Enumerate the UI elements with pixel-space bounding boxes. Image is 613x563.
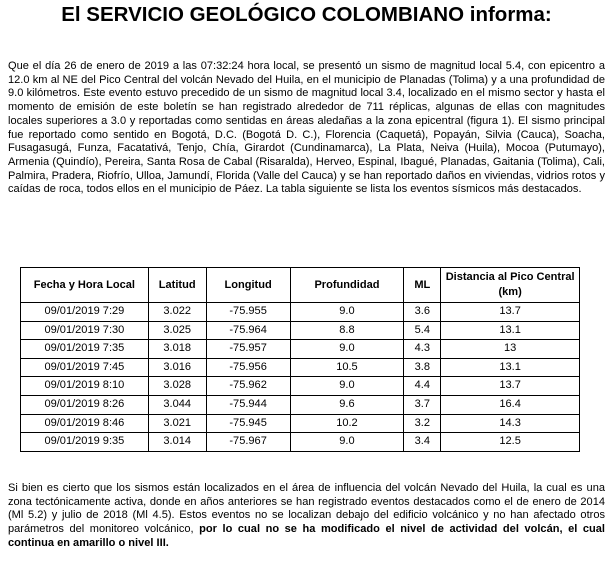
cell-longitude: -75.967: [206, 433, 290, 452]
table-row: [21, 303, 580, 322]
cell-longitude: -75.945: [206, 414, 290, 433]
conclusion-bold-text: por lo cual no se ha modificado el nivel de actividad del volcán, el cual continua en amarillo o nivel III.: [8, 523, 605, 549]
cell-distance: 13: [441, 340, 580, 359]
cell-date-time: 09/01/2019 8:26: [21, 395, 149, 414]
cell-distance: 13.7: [441, 303, 580, 322]
cell-longitude: -75.955: [206, 303, 290, 322]
table-row: [21, 414, 580, 433]
intro-paragraph: Que el día 26 de enero de 2019 a las 07:32:24 hora local, se presentó un sismo de magnitud local 5.4, con epicentro a 12.0 km al NE del Pico Central del volcán Nevado del Huila, en el municipio de Planadas (Tolima) y a una profundidad de 9.0 kilómetros. Este evento estuvo precedido de un sismo de magnitud local 3.4, localizado en el mismo sector y hasta el momento de emisión de este boletín se han registrado alrededor de 711 réplicas, algunas de ellas con magnitudes locales superiores a 3.0 y reportadas como sentidas en áreas aledañas a la zona epicentral (figura 1). El sismo principal fue reportado como sentido en Bogotá, D.C. (Bogotá D. C.), Florencia (Caquetá), Popayán, Silvia (Cauca), Soacha, Fusagasugá, Funza, Facatativá, Tenjo, Chía, Girardot (Cundinamarca), La Plata, Neiva (Huila), Mocoa (Putumayo), Armenia (Quindío), Pereira, Santa Rosa de Cabal (Risaralda), Herveo, Espinal, Ibagué, Planadas, Gaitania (Tolima), Cali, Palmira, Pradera, Riofrío, Ulloa, Jamundí, Florida (Valle del Cauca) y se han reportado daños en viviendas, vidrios rotos y caídas de roca, todos ellos en el municipio de Páez. La tabla siguiente se lista los eventos sísmicos más destacados.: [8, 60, 605, 196]
cell-latitude: 3.021: [148, 414, 206, 433]
cell-depth: 9.6: [290, 395, 404, 414]
cell-magnitude: 4.3: [404, 340, 441, 359]
cell-magnitude: 3.7: [404, 395, 441, 414]
table-row: [21, 340, 580, 359]
cell-depth: 8.8: [290, 321, 404, 340]
cell-longitude: -75.957: [206, 340, 290, 359]
cell-magnitude: 4.4: [404, 377, 441, 396]
header-latitude: Latitud: [148, 268, 206, 303]
cell-magnitude: 3.6: [404, 303, 441, 322]
cell-latitude: 3.022: [148, 303, 206, 322]
cell-depth: 9.0: [290, 433, 404, 452]
cell-date-time: 09/01/2019 7:35: [21, 340, 149, 359]
cell-depth: 10.5: [290, 358, 404, 377]
table-row: [21, 433, 580, 452]
cell-magnitude: 5.4: [404, 321, 441, 340]
cell-date-time: 09/01/2019 9:35: [21, 433, 149, 452]
cell-latitude: 3.028: [148, 377, 206, 396]
cell-depth: 10.2: [290, 414, 404, 433]
cell-longitude: -75.956: [206, 358, 290, 377]
table-row: [21, 377, 580, 396]
header-depth: Profundidad: [290, 268, 404, 303]
cell-distance: 12.5: [441, 433, 580, 452]
cell-distance: 16.4: [441, 395, 580, 414]
cell-date-time: 09/01/2019 8:46: [21, 414, 149, 433]
cell-longitude: -75.962: [206, 377, 290, 396]
page-title: El SERVICIO GEOLÓGICO COLOMBIANO informa:: [61, 3, 552, 26]
cell-distance: 14.3: [441, 414, 580, 433]
cell-date-time: 09/01/2019 7:45: [21, 358, 149, 377]
cell-longitude: -75.964: [206, 321, 290, 340]
cell-date-time: 09/01/2019 7:30: [21, 321, 149, 340]
cell-longitude: -75.944: [206, 395, 290, 414]
cell-latitude: 3.016: [148, 358, 206, 377]
seismic-events-table: [20, 267, 580, 452]
header-longitude: Longitud: [206, 268, 290, 303]
header-distance: Distancia al Pico Central (km): [441, 268, 580, 303]
cell-depth: 9.0: [290, 340, 404, 359]
cell-date-time: 09/01/2019 8:10: [21, 377, 149, 396]
header-date-time: Fecha y Hora Local: [21, 268, 149, 303]
cell-distance: 13.1: [441, 358, 580, 377]
cell-distance: 13.7: [441, 377, 580, 396]
cell-depth: 9.0: [290, 303, 404, 322]
table-row: [21, 321, 580, 340]
table-header-row: [21, 268, 580, 303]
cell-magnitude: 3.2: [404, 414, 441, 433]
cell-date-time: 09/01/2019 7:29: [21, 303, 149, 322]
cell-latitude: 3.025: [148, 321, 206, 340]
cell-latitude: 3.014: [148, 433, 206, 452]
table-row: [21, 358, 580, 377]
table-row: [21, 395, 580, 414]
cell-depth: 9.0: [290, 377, 404, 396]
cell-distance: 13.1: [441, 321, 580, 340]
conclusion-text: Si bien es cierto que los sismos están localizados en el área de influencia del volcán Nevado del Huila, la cual es una zona tectónicamente activa, donde en años anteriores se han registrado eventos destacados como el de enero de 2014 (Ml 5.2) y julio de 2018 (Ml 4.5). Estos eventos no se localizan debajo del edificio volcánico y no han afectado otros parámetros del monitoreo volcánico,: [8, 482, 605, 536]
cell-latitude: 3.044: [148, 395, 206, 414]
conclusion-paragraph: [8, 482, 605, 551]
cell-magnitude: 3.4: [404, 433, 441, 452]
cell-magnitude: 3.8: [404, 358, 441, 377]
cell-latitude: 3.018: [148, 340, 206, 359]
header-magnitude: ML: [404, 268, 441, 303]
